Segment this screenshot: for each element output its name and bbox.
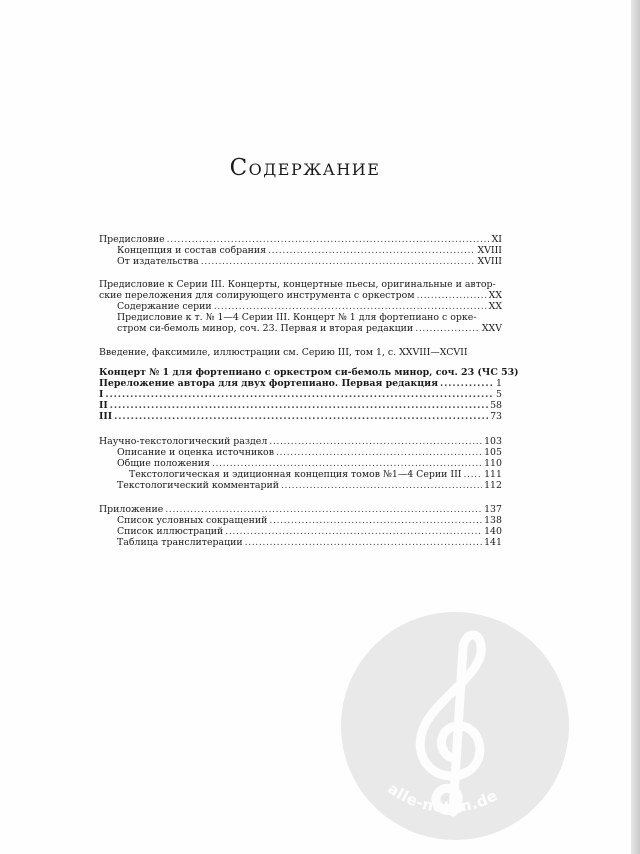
toc-entry: Научно-текстологический раздел . . . 103 <box>99 436 502 447</box>
toc-group-concerto <box>99 367 519 422</box>
concerto-heading: Концерт № 1 для фортепиано с оркестром си-бемоль минор, соч. 23 (ЧС 53) <box>99 367 519 378</box>
toc-entry: Концепция и состав собрания . . . XVIII <box>99 245 502 256</box>
toc-entry: Список иллюстраций . . . 140 <box>99 526 502 537</box>
toc-entry: Содержание серии . . . XX <box>99 301 502 312</box>
toc-entry: Таблица транслитерации . . . 141 <box>99 537 502 548</box>
page-title: Содержание <box>229 155 381 181</box>
toc-entry-line: Предисловие к Серии III. Концерты, концертные пьесы, оригинальные и автор- <box>99 279 496 290</box>
toc-entry: Описание и оценка источников . . . 105 <box>99 447 502 458</box>
toc-entry: Предисловие . . . XI <box>99 234 502 245</box>
toc-group-preface <box>99 234 502 267</box>
toc-entry: Список условных сокращений . . . 138 <box>99 515 502 526</box>
toc-entry: Текстологический комментарий . . . 112 <box>99 480 502 491</box>
toc-group-series-preface <box>99 279 502 334</box>
toc-entry: Приложение . . . 137 <box>99 504 502 515</box>
intro-note: Введение, факсимиле, иллюстрации см. Серию III, том 1, с. XXVIII—XCVII <box>99 347 468 358</box>
watermark-text: alle-noten.de <box>384 779 501 817</box>
toc-entry: II . . . 58 <box>99 400 502 411</box>
toc-group-scientific <box>99 436 502 491</box>
toc-entry-line: Предисловие к т. № 1—4 Серии III. Концерт № 1 для фортепиано с орке- <box>117 312 477 323</box>
toc-entry: От издательства . . . XVIII <box>99 256 502 267</box>
toc-entry: I . . . 5 <box>99 389 502 400</box>
page-edge-shadow <box>631 0 640 854</box>
treble-clef-icon <box>341 612 569 840</box>
toc-group-appendix <box>99 504 502 548</box>
toc-entry: III . . . 73 <box>99 411 502 422</box>
toc-entry: Общие положения . . . 110 <box>99 458 502 469</box>
toc-entry: стром си-бемоль минор, соч. 23. Первая и вторая редакции . . . XXV <box>99 323 502 334</box>
toc-entry: Переложение автора для двух фортепиано. Первая редакция . . . 1 <box>99 378 502 389</box>
toc-entry: ские переложения для солирующего инструмента с оркестром . . . XX <box>99 290 502 301</box>
toc-note <box>99 347 502 358</box>
toc-entry: Текстологическая и эдиционная концепция томов №1—4 Серии III . . . 111 <box>99 469 502 480</box>
watermark <box>341 612 569 840</box>
